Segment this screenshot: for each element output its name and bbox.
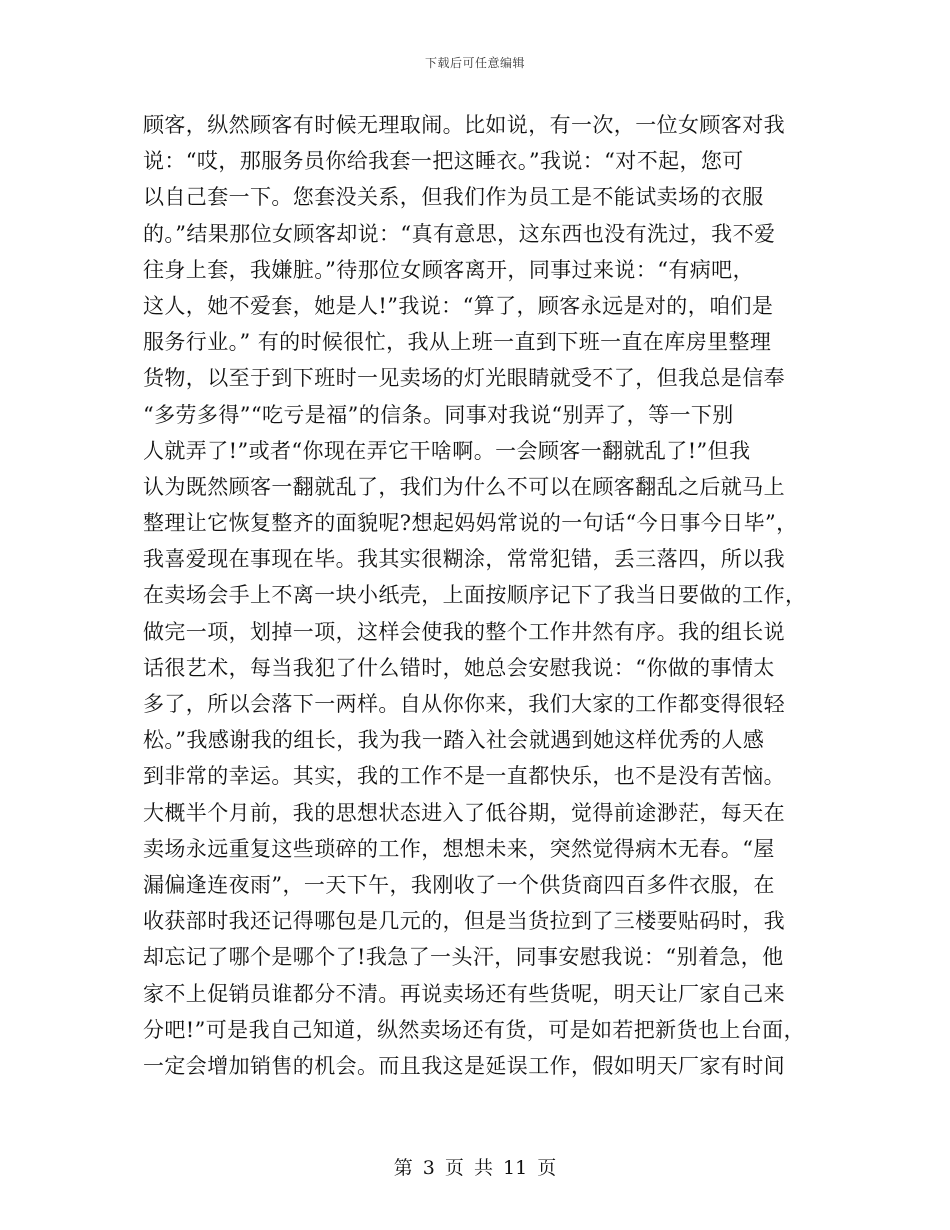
text-line: 整理让它恢复整齐的面貌呢?想起妈妈常说的一句话“今日事今日毕”， <box>143 511 798 536</box>
text-line: 一定会增加销售的机会。而且我这是延误工作，假如明天厂家有时间 <box>143 1053 785 1078</box>
text-line: 往身上套，我嫌脏。”待那位女顾客离开，同事过来说：“有病吧， <box>143 257 754 282</box>
text-line: 却忘记了哪个是哪个了!我急了一头汗，同事安慰我说：“别着急，他 <box>143 945 784 970</box>
text-line: 松。”我感谢我的组长，我为我一踏入社会就遇到她这样优秀的人感 <box>143 728 765 753</box>
page-number-footer: 第 3 页 共 11 页 <box>393 1157 557 1179</box>
text-line: 家不上促销员谁都分不清。再说卖场还有些货呢，明天让厂家自己来 <box>143 981 785 1006</box>
text-line: 以自己套一下。您套没关系，但我们作为员工是不能试卖场的衣服 <box>143 185 764 210</box>
text-line: 我喜爱现在事现在毕。我其实很糊涂，常常犯错，丢三落四，所以我 <box>143 547 785 572</box>
text-line: 在卖场会手上不离一块小纸壳，上面按顺序记下了我当日要做的工作， <box>143 583 807 608</box>
text-line: 漏偏逢连夜雨”，一天下午，我刚收了一个供货商四百多件衣服，在 <box>143 872 775 897</box>
body-text <box>143 107 823 1084</box>
text-line: 货物，以至于到下班时一见卖场的灯光眼睛就受不了，但我总是信奉 <box>143 366 785 391</box>
text-line: 收获部时我还记得哪包是几元的，但是当货拉到了三楼要贴码时，我 <box>143 909 785 934</box>
text-line: 话很艺术，每当我犯了什么错时，她总会安慰我说：“你做的事情太 <box>143 655 775 680</box>
page-header-note: 下载后可任意编辑 <box>424 56 525 70</box>
text-line: 说：“哎，那服务员你给我套一把这睡衣。”我说：“对不起，您可 <box>143 149 744 174</box>
text-line: 人就弄了!”或者“你现在弄它干啥啊。一会顾客一翻就乱了!”但我 <box>143 438 751 463</box>
text-line: 的。”结果那位女顾客却说：“真有意思，这东西也没有洗过，我不爱 <box>143 221 776 246</box>
text-line: 服务行业。” 有的时候很忙，我从上班一直到下班一直在库房里整理 <box>143 330 772 355</box>
text-line: 做完一项，划掉一项，这样会使我的整个工作井然有序。我的组长说 <box>143 619 785 644</box>
text-line: 认为既然顾客一翻就乱了，我们为什么不可以在顾客翻乱之后就马上 <box>143 474 785 499</box>
text-line: 顾客，纵然顾客有时候无理取闹。比如说，有一次，一位女顾客对我 <box>143 113 785 137</box>
text-line: 到非常的幸运。其实，我的工作不是一直都快乐，也不是没有苦恼。 <box>143 764 785 789</box>
text-line: 大概半个月前，我的思想状态进入了低谷期，觉得前途渺茫，每天在 <box>143 800 785 825</box>
text-line: 分吧!”可是我自己知道，纵然卖场还有货，可是如若把新货也上台面， <box>143 1017 805 1042</box>
text-line: “多劳多得”“吃亏是福”的信条。同事对我说“别弄了，等一下别 <box>143 402 734 427</box>
text-line: 这人，她不爱套，她是人!”我说：“算了，顾客永远是对的，咱们是 <box>143 293 774 318</box>
text-line: 多了，所以会落下一两样。自从你你来，我们大家的工作都变得很轻 <box>143 692 785 716</box>
text-line: 卖场永远重复这些琐碎的工作，想想未来，突然觉得病木无春。“屋 <box>143 836 775 861</box>
